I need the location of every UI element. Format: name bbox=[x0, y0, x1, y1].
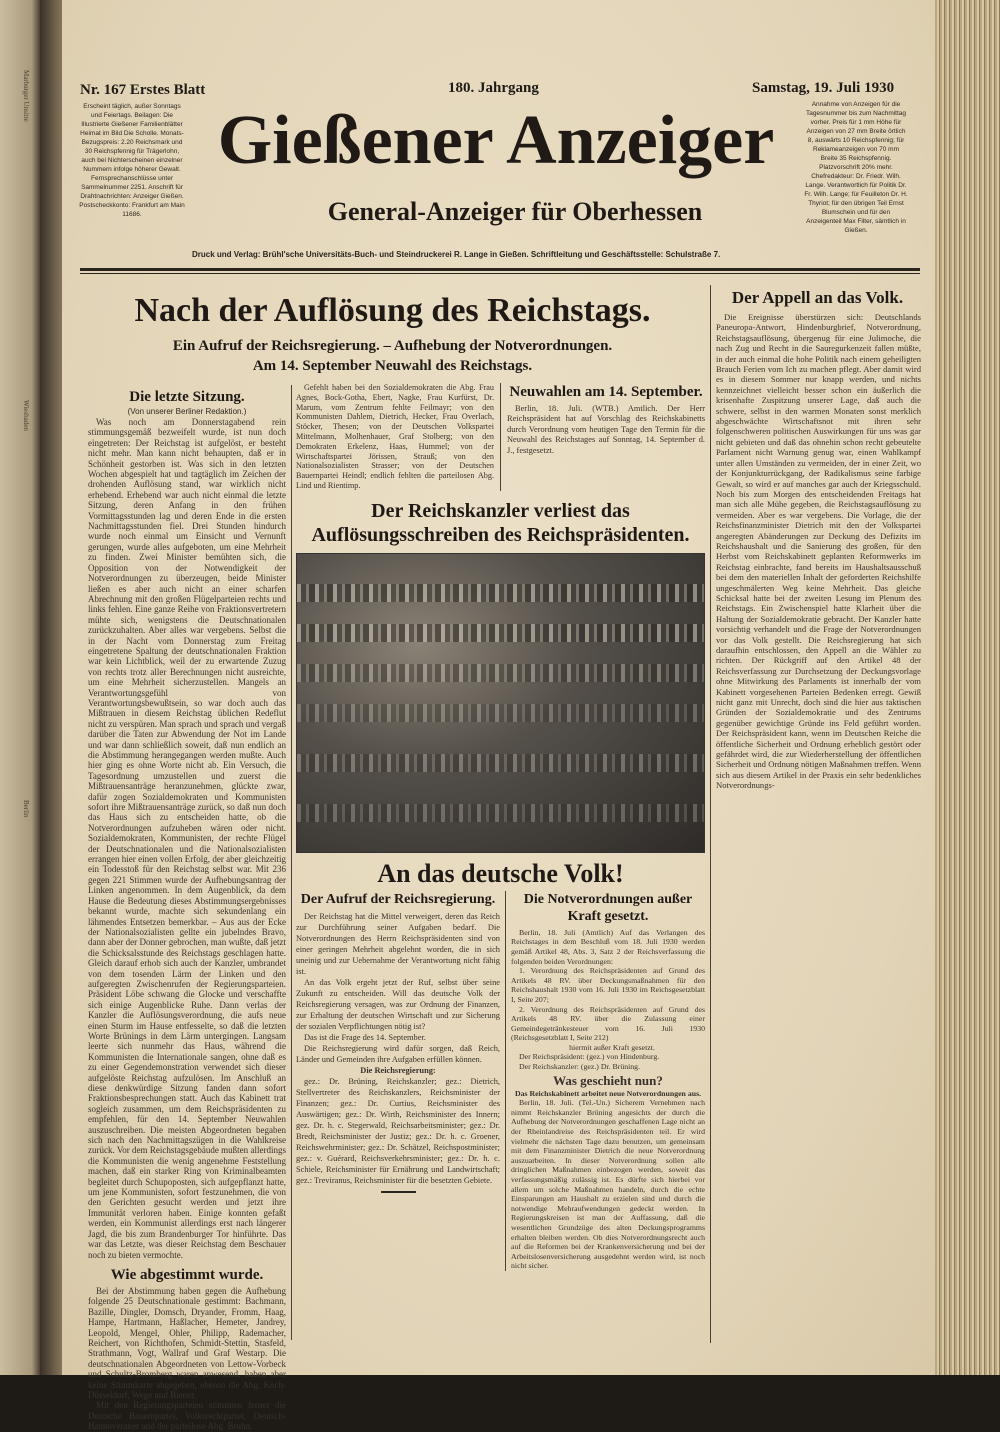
main-headline: Nach der Auflösung des Reichstags. bbox=[134, 292, 651, 329]
volume-year: 180. Jahrgang bbox=[448, 80, 539, 96]
advertising-info: Annahme von Anzeigen für die Tagesnummer bis zum Nachmittag vorher. Preis für 1 mm Höhe für Anzeigen von 27 mm Breite örtlich 8, auswärts 10 Reichspfennig; für Reklameanzeigen von 70 mm Breite 35 Reichspfennig. Platzvorschrift 20% mehr. Chefredakteur: Dr. Friedr. Wilh. Lange. Verantwortlich für Politik Dr. Fr. Wilh. Lange; für Feuilleton Dr. H. Thyriot; für den übrigen Teil Ernst Blumschein und für den Anzeigenteil Max Filter, sämtlich in Gießen. bbox=[804, 101, 908, 234]
paragraph: Berlin, 18. Juli (Amtlich) Auf das Verlangen des Reichstages in dem Beschluß vom 18. Juli 1930 werden gemäß Artikel 48, Abs. 3, Satz 2 der Reichsverfassung die folgenden beiden Verordnungen: bbox=[511, 927, 705, 966]
end-rule bbox=[381, 1191, 416, 1193]
paragraph: Berlin, 18. Juli. (Tel.-Un.) Sicherem Vernehmen nach nimmt Reichskanzler Brüning angesichts der durch die Aufhebung der Notverordnungen geschaffenen Lage nicht an der Rheinlandreise des Reichspräsidenten teil. Er wird vielmehr die nächsten Tage dazu benutzen, um gemeinsam mit dem Finanzminister Dietrich die neue Notverordnung auszuarbeiten. In dieser Notverordnung sollen alle dringlichen Maßnahmen einbezogen werden, soweit das verfassungsmäßig zulässig ist. Es dürfte sich hierbei vor allem um solche Maßnahmen handeln, durch die echte Einsparungen am Haushalt zu erzielen sind und durch die notwendige Mehraufwendungen gedeckt werden. In Regierungskreisen ist man der Auffassung, daß die wesentlichen Grundzüge des alten Deckungsprogramms erhalten bleiben werden. Ob dies Notverordnungsrecht auch auf die Reformen bei der Krankenversicherung und bei der Arbeitslosenversicherung ausgedehnt werden wird, ist noch nicht sicher. bbox=[511, 1098, 705, 1271]
signatures: gez.: Dr. Brüning, Reichskanzler; gez.: Dietrich, Stellvertreter des Reichskanzlers, Reichsminister der Finanzen; gez.: Dr. Curtius, Reichsminister des Auswärtigen; gez.: Dr. Wirth, Reichsminister des Innern; gez. Dr. h. c. Stegerwald, Reichsarbeitsminister; gez.: Dr. Bredt, Reichsminister der Justiz; gez.: Dr. h. c. Groener, Reichswehrminister; gez.: Dr. Schätzel, Reichspostminister; gez.: v. Guérard, Reichsverkehrsminister; gez.: Dr. h. c. Schiele, Reichsminister für Ernährung und Landwirtschaft; gez.: Treviranus, Reichsminister für die besetzten Gebiete. bbox=[296, 1076, 500, 1185]
article-title: Der Appell an das Volk. bbox=[731, 288, 904, 307]
paragraph: Die Ereignisse überstürzen sich: Deutschlands Paneuropa-Antwort, Hindenburgbrief, Notverordnung, Reichstagsauflösung, übergenug für eine Julimoche, die nach Zug und Recht in die Sauregurkenzeit fallen müßte, in der auch einmal die hohe Politik nach einem geheiligten Brauch Ferien vom Ich zu machen pflegt. Aber damit wird es in diesem Sommer nur knapp werden, und nichts kennzeichnet vielleicht besser schon ein äußerlich die krisenhafte Zuspitzung unserer Lage, daß auch die schwere, selbst in den warmen Monaten sonst merklich abgeschwächte Wirtschaftsnot mit ihren sehr folgenschweren politischen Auswirkungen für uns was gar nicht gebieten und daß das ohnehin schon recht gebeutelte Parlament nicht Warnung genug war, einen Wahlkampf unter allen Umständen zu vermeiden, der in einer Zeit, wo der Konjunkturrückgang, der Radikalismus seine farbige Gewalt, so wird er auf manches gar auch der Kriegsschuld. Noch bis zum Morgen des entscheidenden Freitags hat man sich alle Mühe gegeben, die Reichstagsauflösung zu vermeiden. Aber es war vergebens. Die Vorlage, die der Reichsfinanzminister Dietrich mit den der Volkspartei angeregten Abänderungen zur Deckung des Defizits im Reichshaushalt und die Sanierung des großen, für den Herbst vom Reichskabinett geplanten Reformwerks im Reichstag einbrachte, fand bereits im Haushaltsausschuß bei dem den materiellen Inhalt der geforderten Reichshilfe ungeschmälerten Weg keine Mehrheit. Das gleiche Schicksal hatte bei der zweiten Lesung im Plenum des Reichstags. Ein Zwischenspiel hatte Klarheit über die Haltung der Sozialdemokratie gebracht. Der Kanzler hatte vorsichtig verhandelt und die Frage der Notverordnungen vor das Volk gestellt. Die Reichsregierung hat sich daraufhin entschlossen, den Appell an die Wähler zu richten. Der Rückgriff auf den Artikel 48 der Reichsverfassung zur Durchsetzung der Deckungsvorlage ohne Mitwirkung des Parlaments ist innerhalb der vom Kabinett vorgesehenen Parteien Bedenken erregt. Gewiß nicht ganz mit Unrecht, doch sind die hier aus taktischen Gründen der Sozialdemokratie und des Zentrums gegenüber gewichtige Gründe ins Feld geführt worden. Der Reichspräsident kann, wenn im Deutschen Reiche die öffentliche Sicherheit und Ordnung erheblich gestört oder gefährdet wird, die zur Wiederherstellung der öffentlichen Sicherheit und Ordnung nötigen Maßnahmen treffen. Wenn sich aus diesem Artikel in der Praxis ein sehr bedenkliches Notverordnungs- bbox=[716, 312, 921, 791]
paragraph: Bei der Abstimmung haben gegen die Aufhebung folgende 25 Deutschnationale gestimmt: Bachmann, Bazille, Dingler, Domsch, Dryander, Fromm, Haag, Hampe, Hartmann, Haßlacher, Hemeter, Jandrey, Leopold, Mengel, Ohler, Philipp, Rademacher, Reichert, von Richthofen, Schmidt-Stettin, Stasfeld, Strathmann, Vogt, Wallraf und Graf Westarp. Die deutschnationalen Abgeordneten von Lettow-Vorbeck und Schultz-Bromberg waren anwesend, haben aber keine Stimmkarte abgegeben, ebenso die Abg. Koch-Düsseldorf, Wege und Biener. bbox=[88, 1285, 286, 1400]
newspaper-subtitle: General-Anzeiger für Oberhessen bbox=[327, 197, 703, 226]
column-rule bbox=[291, 385, 292, 1340]
sub-headline: Ein Aufruf der Reichsregierung. – Aufhebung der Notverordnungen. bbox=[172, 338, 613, 354]
photo-headline: Der Reichskanzler verliest das Auflösungsschreiben des Reichspräsidenten. bbox=[311, 499, 690, 546]
paragraph: hiermit außer Kraft gesetzt. bbox=[569, 1042, 655, 1052]
previous-page-edge bbox=[0, 0, 40, 1421]
article-byline: (Von unserer Berliner Redaktion.) bbox=[127, 407, 247, 416]
newspaper-title: Gießener Anzeiger bbox=[217, 102, 775, 179]
signature-heading: Die Reichsregierung: bbox=[360, 1065, 436, 1075]
article-body bbox=[88, 417, 286, 1260]
article-body bbox=[511, 928, 705, 1271]
article-title: Neuwahlen am 14. September. bbox=[509, 384, 703, 400]
list-item: 1. Verordnung des Reichspräsidenten auf Grund des Artikels 48 RV. über Deckungsmaßnahmen für den Reichshaushalt 1930 vom 16. Juli 1930 im Reichsgesetzblatt I, Seite 207; bbox=[511, 966, 705, 1004]
article-neuwahlen bbox=[501, 383, 705, 491]
list-item: 2. Verordnung des Reichspräsidenten auf Grund des Artikels 48 RV. über die Zulassung einer Gemeindegetränkesteuer vom 16. Juli 1930 (Reichsgesetzblatt I, Seite 212) bbox=[511, 1004, 705, 1043]
issue-date: Samstag, 19. Juli 1930 bbox=[752, 80, 895, 96]
article-subtitle: Das Reichskabinett arbeitet neue Notverordnungen aus. bbox=[514, 1088, 702, 1098]
page-stack-edge bbox=[935, 0, 1000, 1390]
book-gutter bbox=[40, 0, 64, 1421]
paragraph: Mit den Regierungsparteien stimmten ferner die Deutsche Bauernpartei, Volksrechtpartei, Deutsch-Hannoveraner und der parteilose Abg. Bruhn. bbox=[88, 1400, 286, 1432]
appeal-left-column bbox=[296, 891, 506, 1271]
sub-headline: Am 14. September Neuwahl des Reichstags. bbox=[252, 358, 533, 374]
paragraph: Der Reichstag hat die Mittel verweigert, deren das Reich zur Durchführung seiner Aufgaben bedarf. Die Notverordnungen des Herrn Reichspräsidenten sind von einer geringen Mehrheit abgelehnt worden, die in sich uneinig und zur Uebernahme der Verantwortung nicht fähig ist. bbox=[296, 911, 500, 976]
subscription-info: Erscheint täglich, außer Sonntags und Feiertags. Beilagen: Die Illustrierte Gießener Familienblätter Heimat im Bild Die Scholle. Monats-Bezugspreis: 2.20 Reichsmark und 30 Reichspfennig für Trägerlohn, auch bei Nichterscheinen einzelner Nummern infolge höherer Gewalt. Fernsprechanschlüsse unter Sammelnummer 2251. Anschrift für Drahtnachrichten: Anzeiger Gießen. Postscheckkonto: Frankfurt am Main 11686. bbox=[79, 103, 185, 218]
signature: Der Reichskanzler: (gez.) Dr. Brüning. bbox=[519, 1062, 641, 1072]
article-title: Der Aufruf der Reichsregierung. bbox=[300, 891, 496, 907]
paragraph: Was noch am Donnerstagabend rein stimmungsgemäß bezweifelt wurde, ist nun doch eingetreten: Der Reichstag ist aufgelöst, er besteht nicht mehr. Man kann nicht behaupten, daß er in Schönheit gestorben ist. Was sich in den letzten Wochen abgespielt hat und tagtäglich im Zeichen der drohenden Auflösung stand, war wirklich nicht erhebend. Erhebend war auch nicht einmal die letzte Sitzung, deren Anfang in den frühen Vormittagsstunden lag und deren Ende in die ersten Nachmittagsstunden fiel. Drei Stunden hindurch wurde noch einmal um Einsicht und Vernunft gerungen, wurde alles aufgeboten, um eine Mehrheit zu finden. Zwei Minister bemühten sich, die Opposition von der Notwendigkeit der Notverordnungen zu überzeugen, beide Minister ließen es aber auch nicht an einer scharfen Abrechnung mit den großen Flügelparteien rechts und links fehlen. Eine ganze Reihe von Fraktionsvertretern mühte sich, wenigstens die Deutschnationalen zurückzuhalten. Aber alles war vergebens. Selbst die in der Nacht vom Donnerstag zum Freitag eingetretene Spaltung der deutschnationalen Fraktion war kein Lichtblick, weil der zu erwartende Zuzug von rechts trotz aller Berechnungen nicht ausreichte, um eine Mehrheit sicherzustellen. Mangels an Verantwortungsgefühl von Verantwortungsbewußtsein, so war doch auch das Mißtrauen in diesem Reichstag üblichen Redeflut nicht zu verspüren. Man sprach und sprach und vergaß darüber die Taten zur Abwendung der Not im Lande und war dann schließlich soweit, daß nun endlich an die Abstimmung herangegangen werden mußte. Auch hier ging es ohne Worte nicht ab. Ein Versuch, die Tagesordnung umzustellen und zuerst die Mißtrauensanträge heranzunehmen, glückte zwar, dafür zogen Sozialdemokraten und Kommunisten sofort ihre Mißtrauensanträge zurück, so daß nun doch das Haus sich zu entscheiden hatte, ob die Notverordnungen aufzuheben wären oder nicht. Sozialdemokraten, Kommunisten, der rechte Flügel der Deutschnationalen und die Nationalsozialisten errangen hier einen vollen Erfolg, der aber gleichzeitig ein Todesstoß für den Reichstag selbst war. Mit 236 gegen 221 Stimmen wurde der Aufhebungsantrag der Linken angenommen. In dem Augenblick, da dem Hause die Bedeutung dieses Abstimmungsergebnisses bekannt wurde, machte sich sekundenlang ein lähmendes Entsetzen bemerkbar. – Aus aus der Ecke der Nationalsozialisten gellte ein jubelndes Bravo, dann aber der Donner gebrochen, man wußte, daß jetzt die Schicksalsstunde des Reichstags geschlagen hatte. Gleich darauf erhob sich auch der Kanzler, umbrandet von dem tosenden Lärm der Linken und den aufgeregten Zwischenrufen der Regierungsparteien. Präsident Löbe schwang die Glocke und verschaffte sich einige Augenblicke Ruhe. Dann verlas der Kanzler die Auflösungsverordnung, die aufs neue einen Sturm im Hause entfesselte, so daß die letzten Worte Brünings in dem Lärm untergingen. Langsam leerte sich nunmehr das Haus, während die Kommunisten die Internationale sangen, ohne daß es zu einer Gegendemonstration verwendet sich dieser aufgelöste Reichstag aufzulösen. Im Anschluß an diese denkwürdige Sitzung fanden dann sofort Fraktionsbesprechungen statt. Auch das Kabinett trat sogleich zusammen, um dem Reichspräsidenten zu empfehlen, für den 14. September Neuwahlen auszuschreiben. Die meisten Abgeordneten begaben sich nach den Nachmittagszügen in die Wahlkreise zurück. Vor dem Reichstagsgebäude mußten allerdings die Kommunisten die wenig angenehme Feststellung machen, daß ein starker Ring von Kriminalbeamten begleitet durch Schupoposten, sich aufgepflanzt hatte, um jene Kommunisten, sofort festzunehmen, die von den Gerichten gesucht werden und jetzt ihre Immunität verloren haben. Einige konnten gefaßt werden, ein Kommunist allerdings erst nach längerer Jagd, die bis zum Brandenburger Tor hinführte. Das war das Letzte, was dieser Reichstag dem Beschauer noch zu bieten vermochte. bbox=[88, 417, 286, 1260]
paragraph: An das Volk ergeht jetzt der Ruf, selbst über seine Zukunft zu entscheiden. Will das deutsche Volk der Reichsregierung versagen, was zur Ordnung der Finanzen, zur Erhaltung der deutschen Wirtschaft und zur Sicherung der sozialen Verpflichtungen nötig ist? bbox=[296, 977, 500, 1031]
previous-page-fragment: Marburger Unsitte bbox=[22, 70, 30, 122]
column-left bbox=[88, 388, 286, 1432]
paragraph: Das ist die Frage des 14. September. bbox=[304, 1032, 426, 1042]
paragraph: Berlin, 18. Juli. (WTB.) Amtlich. Der Herr Reichspräsident hat auf Vorschlag des Reichskabinetts durch Verordnung vom heutigen Tage den Termin für die Neuwahl des Reichstages auf Sonntag, 14. September d. J., festgesetzt. bbox=[507, 404, 705, 455]
article-body bbox=[507, 404, 705, 456]
appeal-right-column bbox=[506, 891, 705, 1271]
paragraph: Gefehlt haben bei den Sozialdemokraten die Abg. Frau Agnes, Bock-Gotha, Ebert, Nagke, Frau Kurfürst, Dr. Marum, vom Zentrum fehlte Feilmayr; von den Kommunisten Dahlem, Dietrich, Hecker, Frau Overlach, Stöcker, Thesen; von der Deutschen Volkspartei Mittelmann, Molhenhauer, Graf Stolberg; von den Demokraten Erkelenz, Haas, Hummel; von der Wirtschaftspartei Jörissen, Strauß; von den Nationalsozialisten Strasser; von der Deutschen Bauernpartei Heindl; endlich fehlten die parteilosen Abg. Lind und Rientimp. bbox=[296, 383, 494, 490]
article-body bbox=[88, 1286, 286, 1432]
article-title: Die letzte Sitzung. bbox=[129, 389, 245, 405]
previous-page-fragment: Wiesbaden bbox=[22, 400, 30, 431]
signature: Der Reichspräsident: (gez.) von Hindenburg. bbox=[519, 1052, 660, 1062]
masthead-rule bbox=[80, 273, 920, 274]
masthead-rule bbox=[80, 268, 920, 271]
article-title: Wie abgestimmt wurde. bbox=[110, 1266, 264, 1283]
appeal-headline: An das deutsche Volk! bbox=[377, 858, 624, 888]
publisher-line: Druck und Verlag: Brühl'sche Universitäts-Buch- und Steindruckerei R. Lange in Gießen. Schriftleitung und Geschäftsstelle: Schulstraße 7. bbox=[192, 250, 721, 259]
article-title: Die Notverordnungen außer Kraft gesetzt. bbox=[523, 891, 693, 924]
paragraph: Die Reichsregierung wird dafür sorgen, daß Reich, Länder und Gemeinden ihre Aufgaben erfüllen können. bbox=[296, 1043, 500, 1064]
previous-page-fragment: Berlin bbox=[22, 800, 30, 818]
appeal-body bbox=[296, 911, 500, 1186]
issue-number: Nr. 167 Erstes Blatt bbox=[80, 82, 206, 98]
article-body bbox=[716, 312, 921, 791]
article-body bbox=[296, 383, 501, 491]
column-rule bbox=[710, 285, 711, 1343]
article-title: Was geschieht nun? bbox=[553, 1072, 663, 1088]
middle-columns bbox=[296, 383, 705, 1271]
reichstag-photo bbox=[296, 553, 705, 853]
